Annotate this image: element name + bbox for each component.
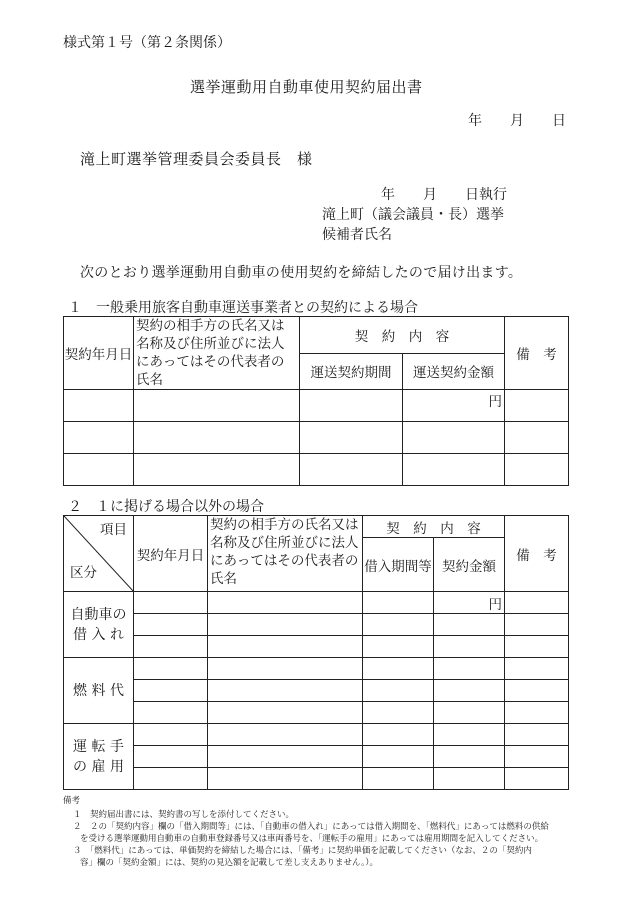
s2-cell-party[interactable] xyxy=(208,592,363,614)
table-row xyxy=(64,702,569,724)
s2-cell-remarks[interactable] xyxy=(505,614,569,636)
s2-cell-date[interactable] xyxy=(134,680,208,702)
s2-cell-date[interactable] xyxy=(134,746,208,768)
addressee: 滝上町選挙管理委員会委員長 様 xyxy=(80,150,313,168)
s1-cell-amount-1[interactable] xyxy=(403,390,505,422)
s1-header-contract-date: 契約年月日 xyxy=(64,317,134,390)
table-row xyxy=(64,592,569,614)
s2-cell-party[interactable] xyxy=(208,746,363,768)
s2-cell-party[interactable] xyxy=(208,724,363,746)
s2-header-period: 借入期間等 xyxy=(363,538,434,592)
s2-cell-period[interactable] xyxy=(363,746,434,768)
table-row xyxy=(64,390,569,422)
s2-cell-remarks[interactable] xyxy=(505,636,569,658)
note-3-line2: 容」欄の「契約金額」には、契約の見込額を記載して差し支えありません。）。 xyxy=(80,858,379,868)
s2-cell-amount[interactable] xyxy=(434,680,505,702)
s1-cell-date-3[interactable] xyxy=(64,454,134,486)
s2-cell-date[interactable] xyxy=(134,658,208,680)
s2-row-car-rental-line2: 借 入 れ xyxy=(73,626,124,643)
s2-header-remarks: 備 考 xyxy=(505,516,569,592)
s1-cell-date-1[interactable] xyxy=(64,390,134,422)
table-row xyxy=(64,422,569,454)
submission-date: 年 月 日 xyxy=(468,113,566,129)
form-number: 様式第１号（第２条関係） xyxy=(63,35,231,51)
s2-row-driver-line2: の 雇 用 xyxy=(73,758,124,775)
s2-cell-party[interactable] xyxy=(208,614,363,636)
s2-row-driver xyxy=(64,724,134,790)
s2-cell-amount[interactable] xyxy=(434,768,505,790)
s2-cell-period[interactable] xyxy=(363,636,434,658)
yen-unit: 円 xyxy=(488,596,502,613)
s2-cell-date[interactable] xyxy=(134,592,208,614)
s2-corner-kubun: 区分 xyxy=(70,565,97,581)
table-row xyxy=(64,454,569,486)
election-date: 年 月 日執行 xyxy=(381,187,507,203)
s2-cell-party[interactable] xyxy=(208,768,363,790)
s2-cell-remarks[interactable] xyxy=(505,592,569,614)
s2-cell-remarks[interactable] xyxy=(505,768,569,790)
s2-header-contract-content: 契 約 内 容 xyxy=(363,516,505,538)
s2-cell-date[interactable] xyxy=(134,636,208,658)
s2-cell-amount[interactable] xyxy=(434,636,505,658)
s2-cell-date[interactable] xyxy=(134,724,208,746)
s2-cell-party[interactable] xyxy=(208,636,363,658)
table-row xyxy=(64,658,569,680)
s2-cell-party[interactable] xyxy=(208,702,363,724)
s2-header-party: 契約の相手方の氏名又は名称及び住所並びに法人にあってはその代表者の氏名 xyxy=(208,516,363,592)
s2-cell-period[interactable] xyxy=(363,680,434,702)
note-2-line2: を受ける選挙運動用自動車の自動車登録番号又は車両番号を、「運転手の雇用」にあっては雇用期間を記入してください。 xyxy=(80,834,544,844)
s1-header-contract-content: 契 約 内 容 xyxy=(300,317,505,354)
s2-cell-amount[interactable] xyxy=(434,658,505,680)
s1-header-period: 運送契約期間 xyxy=(300,353,403,390)
s2-cell-amount[interactable] xyxy=(434,592,505,614)
s2-cell-party[interactable] xyxy=(208,658,363,680)
note-1: １ 契約届出書には、契約書の写しを添付してください。 xyxy=(73,810,295,820)
s2-row-driver-line1: 運 転 手 xyxy=(73,738,124,755)
s2-cell-date[interactable] xyxy=(134,614,208,636)
note-2-line1: ２ ２の「契約内容」欄の「借入期間等」には、「自動車の借入れ」にあっては借入期間を、「燃料代」にあっては燃料の供給 xyxy=(73,822,549,832)
s2-cell-period[interactable] xyxy=(363,702,434,724)
s2-cell-period[interactable] xyxy=(363,592,434,614)
s2-cell-period[interactable] xyxy=(363,658,434,680)
section1-table xyxy=(63,316,569,486)
table-row xyxy=(64,680,569,702)
section1-heading: １ 一般乗用旅客自動車運送事業者との契約による場合 xyxy=(68,300,418,316)
s2-cell-amount[interactable] xyxy=(434,746,505,768)
election-name: 滝上町（議会議員・長）選挙 xyxy=(322,207,504,223)
s1-cell-amount-3[interactable] xyxy=(403,454,505,486)
s2-cell-date[interactable] xyxy=(134,768,208,790)
s2-cell-date[interactable] xyxy=(134,702,208,724)
s1-cell-party-1[interactable] xyxy=(134,390,300,422)
s1-cell-party-3[interactable] xyxy=(134,454,300,486)
table-row xyxy=(64,614,569,636)
table-row xyxy=(64,746,569,768)
s2-cell-remarks[interactable] xyxy=(505,746,569,768)
s2-cell-amount[interactable] xyxy=(434,724,505,746)
s2-cell-period[interactable] xyxy=(363,614,434,636)
s2-header-contract-date: 契約年月日 xyxy=(134,516,208,592)
s2-row-fuel: 燃 料 代 xyxy=(64,658,134,724)
s1-cell-remarks-3[interactable] xyxy=(505,454,569,486)
s1-cell-date-2[interactable] xyxy=(64,422,134,454)
section2-table xyxy=(63,515,569,790)
s1-cell-amount-2[interactable] xyxy=(403,422,505,454)
s1-cell-period-1[interactable] xyxy=(300,390,403,422)
s2-cell-remarks[interactable] xyxy=(505,724,569,746)
s2-row-car-rental-line1: 自動車の xyxy=(70,606,127,623)
table-row xyxy=(64,724,569,746)
s1-cell-party-2[interactable] xyxy=(134,422,300,454)
s2-corner-cell xyxy=(64,516,134,592)
s2-corner-item: 項目 xyxy=(100,522,127,538)
s2-cell-remarks[interactable] xyxy=(505,680,569,702)
note-3-line1: ３ 「燃料代」にあっては、単価契約を締結した場合には、「備考」に契約単価を記載してください（なお、２の「契約内 xyxy=(73,846,532,856)
s1-header-amount: 運送契約金額 xyxy=(403,353,505,390)
s1-header-party: 契約の相手方の氏名又は名称及び住所並びに法人にあってはその代表者の氏名 xyxy=(134,317,300,390)
s1-cell-remarks-1[interactable] xyxy=(505,390,569,422)
document-title: 選挙運動用自動車使用契約届出書 xyxy=(190,78,423,96)
s2-cell-amount[interactable] xyxy=(434,614,505,636)
s2-cell-amount[interactable] xyxy=(434,702,505,724)
s2-cell-party[interactable] xyxy=(208,680,363,702)
s1-cell-period-3[interactable] xyxy=(300,454,403,486)
s2-cell-period[interactable] xyxy=(363,768,434,790)
notes-heading: 備考 xyxy=(63,796,81,806)
table-row xyxy=(64,636,569,658)
s2-cell-remarks[interactable] xyxy=(505,658,569,680)
section2-heading: ２ １に掲げる場合以外の場合 xyxy=(68,499,264,515)
s1-cell-period-2[interactable] xyxy=(300,422,403,454)
s1-cell-remarks-2[interactable] xyxy=(505,422,569,454)
table-row xyxy=(64,768,569,790)
yen-unit: 円 xyxy=(488,394,502,410)
intro-text: 次のとおり選挙運動用自動車の使用契約を締結したので届け出ます。 xyxy=(80,265,523,281)
s2-header-amount: 契約金額 xyxy=(434,538,505,592)
s2-row-car-rental xyxy=(64,592,134,658)
candidate-name-label: 候補者氏名 xyxy=(322,227,392,243)
s2-cell-period[interactable] xyxy=(363,724,434,746)
s2-cell-remarks[interactable] xyxy=(505,702,569,724)
s1-header-remarks: 備 考 xyxy=(505,317,569,390)
